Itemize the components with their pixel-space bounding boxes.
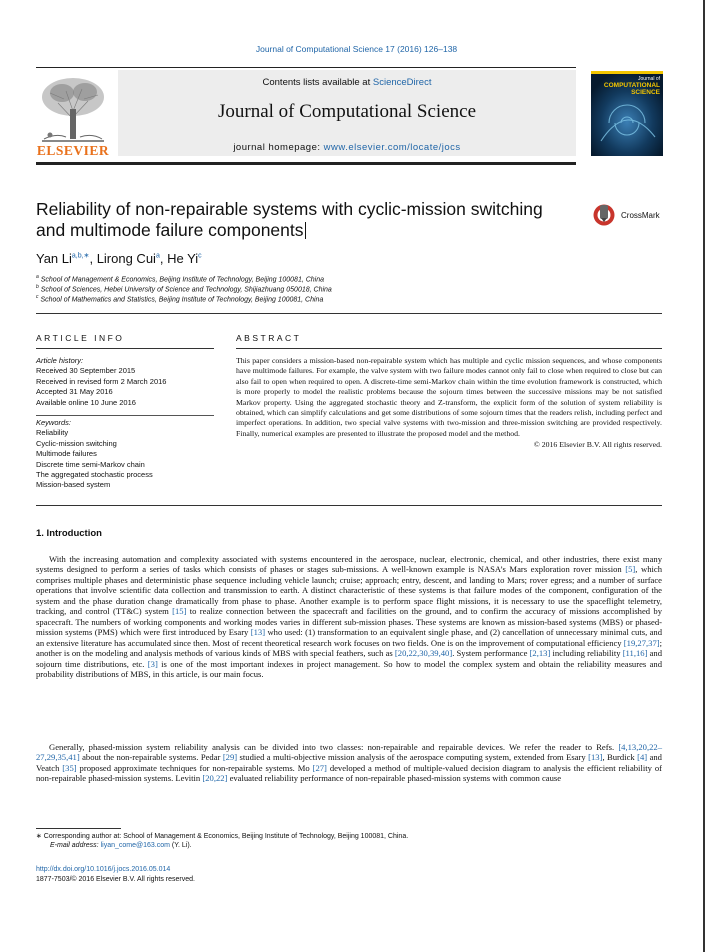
- header-bottom-rule: [36, 162, 576, 165]
- abstract-text: This paper considers a mission-based non-repairable system which has multiple and cyclic mission sequences, and whose components have multimode failures. For example, the valve system with two failure modes cannot only fail to close when required to close but can also fail to open when required to open. A discrete-time semi-Markov chain within the time evolution framework is constructed, which is more properly to model the realistic problems because the sojourn times between the successive missions may be not satisfied Markov property. Using the aggregated stochastic theory and Z-transform, the explicit form of the solution of system reliability is obtained, which can simplify calculations and get some distributions of some sojourn times that the readers relish, including perfect and imperfect operations. In addition, two special valve systems with two-mission and three-mission switching are provided respectively. Finally, numerical examples are presented to illustrate the proposed model and the method.: [236, 356, 662, 438]
- footnote-email: [50, 842, 192, 849]
- citation-link[interactable]: [15]: [172, 606, 187, 617]
- affiliation-sup: b: [36, 284, 39, 290]
- paragraph-text: who used: (1) transformation to an equivalent single phase, and (2) cancellation of unnecessary minimal cuts, and an extensive literature has accumulated since then. Most of recent theoretical research work focuses on two fields. One is on the improvement of computational efficiency: [36, 627, 663, 648]
- crossmark-icon: [593, 203, 615, 227]
- author-name[interactable]: Lirong Cui: [96, 251, 156, 266]
- cover-title-1: Journal of: [638, 76, 660, 82]
- keyword: Reliability: [36, 428, 69, 438]
- citation-link[interactable]: [5]: [625, 564, 636, 575]
- citation-link[interactable]: [27]: [312, 762, 327, 773]
- abstract-heading: ABSTRACT: [236, 333, 302, 343]
- contents-prefix: Contents lists available at: [262, 77, 373, 88]
- paragraph-text: , Burdick: [602, 752, 638, 763]
- author-name[interactable]: Yan Li: [36, 251, 72, 266]
- publisher-name: ELSEVIER: [36, 143, 110, 158]
- article-title-line-2-text: and multimode failure components: [36, 220, 304, 240]
- paragraph-text: . System performance: [452, 648, 530, 659]
- paragraph-text: ; another is on the modeling and analysis methods of various kinds of MBS with special feathers, such as: [36, 637, 662, 659]
- contents-line: [118, 77, 576, 88]
- history-item: Accepted 31 May 2016: [36, 387, 113, 397]
- paragraph-text: , which comprises multiple phases and deterministic phase sequence including vehicle launch; cruise; approach; entry, descent, and landing to Mars; rover egress; and a number of surface operations that involve scientific data collection and transmission to earth. A distinct characteristic of these systems is that failure modes of the component, configuration of the system and the phase duration change dramatically from phase to phase. Another example is to perform space flight missions, it is necessary to use the spaceflight telemetry, tracking, and control (TT&C) system: [36, 564, 662, 617]
- header-top-rule: [36, 67, 576, 68]
- journal-reference[interactable]: Journal of Computational Science 17 (2016) 126–138: [255, 44, 458, 54]
- journal-title[interactable]: Journal of Computational Science: [217, 101, 477, 122]
- abstract-body: [236, 356, 662, 451]
- journal-cover[interactable]: [591, 71, 663, 156]
- paragraph-text: and sojourn time distributions, etc.: [36, 648, 663, 669]
- footnote-corresponding: ∗ Corresponding author at: School of Management & Economics, Beijing Institute of Technology, Beijing 100081, China.: [36, 833, 409, 840]
- affiliation-text: School of Mathematics and Statistics, Beijing Institute of Technology, Beijing 100081, China: [40, 296, 324, 304]
- paragraph-text: is one of the most important indexes in project management. So how to model the complex system and obtain the reliability measures and probability distributions of MBS, in this article, is our main focus.: [36, 658, 663, 679]
- article-title-line-2: [36, 220, 576, 241]
- text-cursor: [305, 222, 306, 239]
- intro-paragraph-1: [36, 554, 662, 679]
- abstract-copyright: © 2016 Elsevier B.V. All rights reserved.: [533, 440, 662, 450]
- paragraph-text: studied a multi-objective mission analysis of the aerospace computing system, extended from Esary: [237, 752, 589, 763]
- homepage-line: [118, 142, 576, 153]
- affiliation: [36, 294, 323, 303]
- elsevier-logo[interactable]: [36, 73, 110, 159]
- homepage-label: journal homepage:: [233, 142, 324, 153]
- paragraph-text: about the non-repairable systems. Pedar: [79, 752, 223, 763]
- article-info-heading: ARTICLE INFO: [36, 333, 125, 343]
- article-info: [36, 356, 214, 491]
- email-suffix: (Y. Li).: [169, 842, 192, 849]
- paragraph-text: including reliability: [550, 648, 623, 659]
- citation-link[interactable]: [3]: [147, 658, 158, 669]
- affiliation: [36, 274, 324, 283]
- author-list: Yan $Li^{a,b,∗}$, Lirong Cui$^a$, He Yi$^c$: [36, 251, 202, 266]
- keyword: The aggregated stochastic process: [36, 470, 153, 480]
- abstract-rule: [236, 348, 662, 349]
- author-name[interactable]: He Yi: [167, 251, 199, 266]
- paragraph-text: to realize connection between the spacecraft and facilities on the ground, and to confirm the accuracy of missions accomplished by spacecraft. The numbers of working components and working modes varies in different sub-mission phases. These systems are known as mission-based systems (MBS) or phased-mission systems (PMS) which were first introduced by Esary: [36, 606, 662, 638]
- affiliation-text: School of Sciences, Hebei University of Science and Technology, Shijiazhuang 050018, China: [40, 286, 332, 294]
- citation-link[interactable]: [4,13,20,22–27,29,35,41]: [36, 742, 662, 763]
- citation-link[interactable]: [13]: [250, 627, 266, 638]
- abstract-bottom-rule: [36, 505, 662, 506]
- citation-link[interactable]: [11,16]: [622, 648, 648, 659]
- front-matter-rule: [36, 313, 662, 314]
- keyword: Discrete time semi-Markov chain: [36, 459, 145, 469]
- history-item: Received 30 September 2015: [36, 366, 136, 376]
- affiliation: [36, 284, 332, 293]
- affiliation-sup: c: [36, 294, 39, 300]
- homepage-link[interactable]: www.elsevier.com/locate/jocs: [323, 142, 461, 153]
- citation-link[interactable]: [29]: [222, 752, 238, 763]
- affiliation-sup: a: [36, 274, 39, 280]
- keyword: Cyclic-mission switching: [36, 438, 117, 448]
- cover-title-3: SCIENCE: [631, 89, 660, 96]
- affiliation-text: School of Management & Economics, Beijing Institute of Technology, Beijing 100081, China: [40, 276, 325, 284]
- history-item: Received in revised form 2 March 2016: [36, 376, 167, 386]
- keyword: Mission-based system: [36, 480, 111, 490]
- sciencedirect-link[interactable]: ScienceDirect: [372, 77, 432, 88]
- footnote-rule: [36, 828, 121, 829]
- email-link[interactable]: liyan_come@163.com: [100, 842, 170, 849]
- author-sup[interactable]: a,b,∗: [71, 252, 90, 260]
- paragraph-text: evaluated reliability performance of non-repairable phased-mission systems with common cause: [227, 773, 562, 784]
- citation-link[interactable]: [20,22]: [202, 773, 228, 784]
- issn-line: 1877-7503/© 2016 Elsevier B.V. All rights reserved.: [36, 876, 195, 883]
- crossmark-label: CrossMark: [621, 210, 660, 220]
- intro-paragraph-2: [36, 742, 662, 784]
- citation-link[interactable]: [20,22,30,39,40]: [394, 648, 453, 659]
- paragraph-text: proposed approximate techniques for non-repairable systems. Mo: [76, 762, 313, 773]
- section-heading: 1. Introduction: [36, 528, 102, 539]
- article-title-line-1: Reliability of non-repairable systems with cyclic-mission switching: [36, 199, 543, 219]
- doi-link[interactable]: http://dx.doi.org/10.1016/j.jocs.2016.05.014: [36, 866, 171, 873]
- author-sup[interactable]: c: [198, 252, 202, 260]
- paragraph-text: With the increasing automation and complexity associated with systems encountered in the aerospace, nuclear, electronic, chemical, and other industries, there exist many systems designed to perform a series of tasks which consists of phases or stages sub-missions. A well-known example is NASA’s Mars exploration rover mission: [36, 554, 662, 575]
- keyword: Multimode failures: [36, 449, 97, 459]
- citation-link[interactable]: [2,13]: [529, 648, 551, 659]
- email-label: E-mail address:: [50, 842, 101, 849]
- paragraph-text: and Veatch: [36, 752, 662, 773]
- keywords-rule: [36, 415, 214, 416]
- citation-link[interactable]: [35]: [62, 762, 77, 773]
- info-rule: [36, 348, 214, 349]
- article-title: [36, 199, 576, 241]
- history-item: Available online 10 June 2016: [36, 397, 136, 407]
- keywords-label: Keywords:: [36, 418, 72, 428]
- history-label: Article history:: [36, 356, 84, 365]
- citation-link[interactable]: [13]: [588, 752, 603, 763]
- citation-link[interactable]: [4]: [637, 752, 648, 763]
- paragraph-text: developed a method of multiple-valued decision diagram to analysis the efficient reliability of non-repairable phased-mission systems. Levitin: [36, 762, 662, 784]
- citation-link[interactable]: [19,27,37]: [623, 637, 660, 648]
- crossmark-badge[interactable]: [593, 203, 660, 227]
- author-sup[interactable]: a: [155, 252, 160, 260]
- paragraph-text: Generally, phased-mission system reliability analysis can be divided into two classes: non-repairable and repairable devices. We refer the reader to Refs.: [49, 742, 619, 752]
- cover-title-2: COMPUTATIONAL: [603, 82, 660, 89]
